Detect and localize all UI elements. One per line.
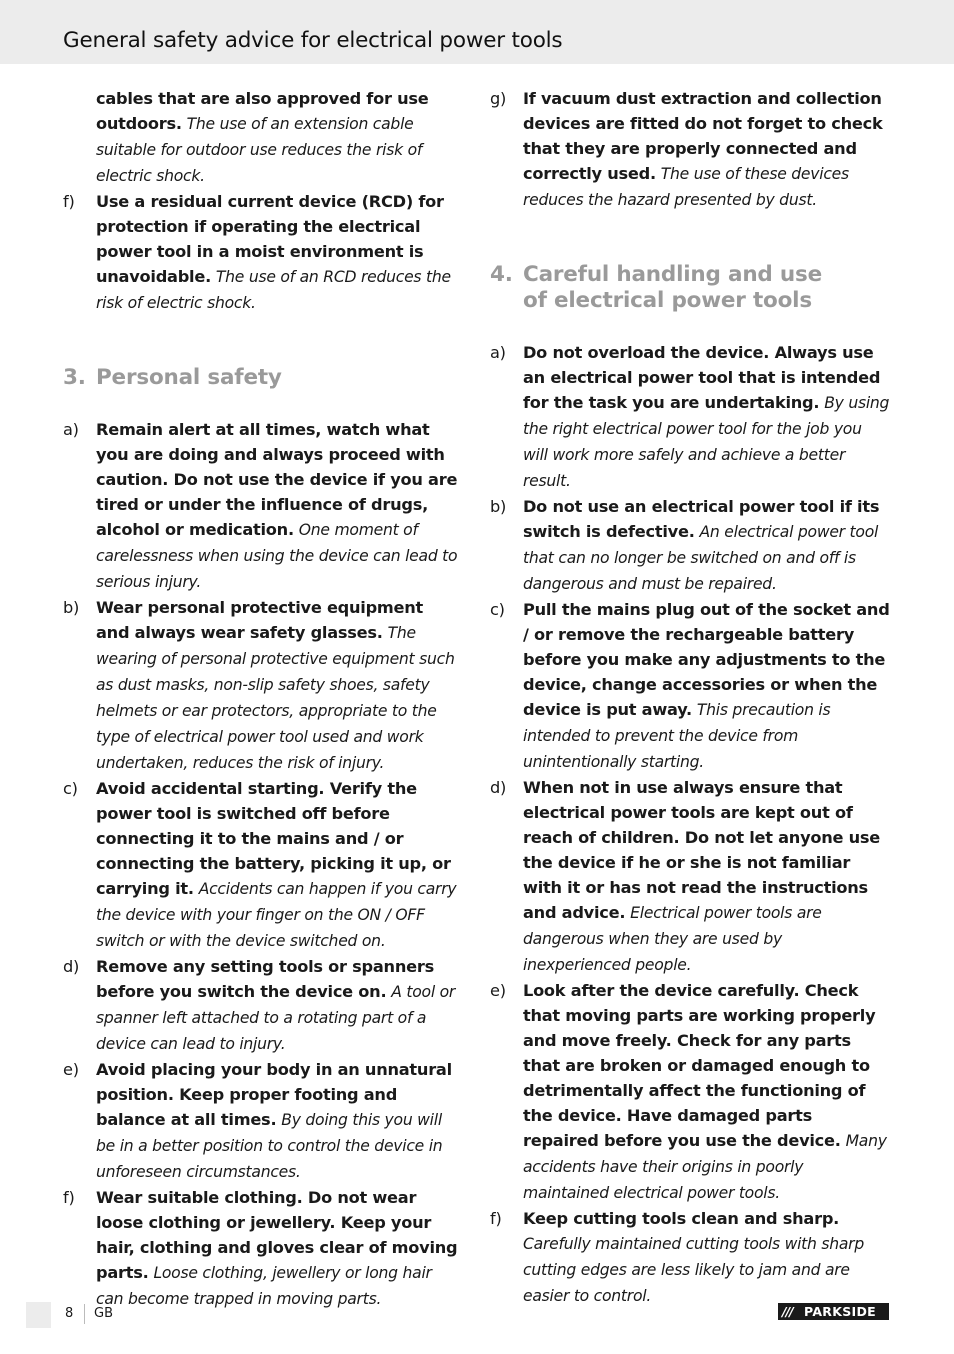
page-title: General safety advice for electrical power tools [63, 28, 563, 53]
section-title: Careful handling and use of electrical power tools [523, 262, 822, 313]
item-italic-text: Carefully maintained cutting tools with sharp cutting edges are less likely to jam and are easier to control. [523, 1235, 864, 1305]
item-italic-text: Electrical power tools are dangerous when they are used by inexperienced people. [523, 904, 822, 974]
item-bold-text: cables that are also approved for use outdoors. [96, 89, 429, 133]
item-label: f) [490, 1209, 502, 1228]
item-italic-text: The use of an RCD reduces the risk of electric shock. [96, 268, 451, 312]
item-label: d) [63, 957, 80, 976]
item-bold-text: Remain alert at all times, watch what you are doing and always proceed with caution. Do not use the device if you are tired or under the influence of drugs, alcohol or medication. [96, 420, 458, 539]
item-label: a) [490, 343, 506, 362]
item-bold-text: Avoid accidental starting. Verify the power tool is switched off before connecting it to the mains and / or connecting the battery, picking it up, or carrying it. [96, 779, 451, 898]
item-italic-text: An electrical power tool that can no longer be switched on and off is dangerous and must be repaired. [523, 523, 879, 593]
list-item [63, 1185, 459, 1312]
item-label: g) [490, 89, 507, 108]
page-header [0, 0, 954, 64]
item-bold-text: When not in use always ensure that electrical power tools are kept out of reach of children. Do not let anyone use the device if he or she is not familiar with it or has not read the instructions and advice. [523, 778, 881, 922]
brand-name: PARKSIDE [804, 1304, 876, 1319]
list-item [490, 1206, 890, 1309]
section-heading [63, 365, 459, 391]
item-bold-text: Wear suitable clothing. Do not wear loose clothing or jewellery. Keep your hair, clothing and gloves clear of moving parts. [96, 1188, 458, 1282]
list-item [63, 776, 459, 954]
item-bold-text: If vacuum dust extraction and collection devices are fitted do not forget to check that they are properly connected and correctly used. [523, 89, 883, 183]
list-item [490, 340, 890, 494]
item-bold-text: Avoid placing your body in an unnatural position. Keep proper footing and balance at all times. [96, 1060, 452, 1129]
item-italic-text: The use of an extension cable suitable for outdoor use reduces the risk of electric shock. [96, 115, 423, 185]
item-label: e) [490, 981, 506, 1000]
item-label: c) [63, 779, 78, 798]
list-item [63, 1057, 459, 1185]
item-label: b) [63, 598, 80, 617]
list-item [63, 86, 459, 189]
section-heading [490, 262, 823, 314]
item-italic-text: This precaution is intended to prevent the device from unintentionally starting. [523, 701, 831, 771]
item-label: f) [63, 192, 75, 211]
right-column [490, 86, 890, 1309]
item-bold-text: Remove any setting tools or spanners before you switch the device on. [96, 957, 434, 1001]
footer-marker [26, 1302, 51, 1328]
item-bold-text: Do not overload the device. Always use an electrical power tool that is intended for the task you are undertaking. [523, 343, 881, 412]
section-number: 3. [63, 365, 86, 390]
item-label: c) [490, 600, 505, 619]
list-item [63, 954, 459, 1057]
page-number: 8 [65, 1306, 74, 1321]
item-italic-text: Many accidents have their origins in poorly maintained electrical power tools. [523, 1132, 887, 1202]
list-item [63, 417, 459, 595]
list-item [490, 978, 890, 1206]
item-bold-text: Pull the mains plug out of the socket and / or remove the rechargeable battery before you make any adjustments to the device, change accessories or when the device is put away. [523, 600, 890, 719]
item-italic-text: Loose clothing, jewellery or long hair can become trapped in moving parts. [96, 1264, 432, 1308]
item-italic-text: The wearing of personal protective equipment such as dust masks, non-slip safety shoes, safety helmets or ear protectors, appropriate to the type of electrical power tool used and work undertaken, reduces the risk of injury. [96, 624, 455, 772]
item-label: a) [63, 420, 79, 439]
left-column [63, 86, 459, 1312]
language-code: GB [94, 1306, 113, 1321]
item-italic-text: By using the right electrical power tool for the job you will work more safely and achieve a better result. [523, 394, 890, 490]
section-number: 4. [490, 262, 513, 287]
list-item [490, 775, 890, 978]
list-item [490, 86, 890, 213]
item-label: d) [490, 778, 507, 797]
footer-divider [84, 1304, 85, 1324]
item-label: e) [63, 1060, 79, 1079]
list-item [63, 189, 459, 316]
item-bold-text: Use a residual current device (RCD) for protection if operating the electrical power tool in a moist environment is unavoidable. [96, 192, 444, 286]
parkside-logo [778, 1303, 889, 1320]
logo-stripes-icon: /// [782, 1304, 793, 1319]
item-italic-text: A tool or spanner left attached to a rotating part of a device can lead to injury. [96, 983, 456, 1053]
list-item [490, 494, 890, 597]
item-label: f) [63, 1188, 75, 1207]
item-italic-text: Accidents can happen if you carry the device with your finger on the ON / OFF switch or with the device switched on. [96, 880, 457, 950]
item-italic-text: By doing this you will be in a better position to control the device in unforeseen circumstances. [96, 1111, 443, 1181]
item-bold-text: Keep cutting tools clean and sharp. [523, 1209, 840, 1228]
section-title: Personal safety [96, 365, 282, 390]
item-bold-text: Look after the device carefully. Check that moving parts are working properly and move freely. Check for any parts that are broken or damaged enough to detrimentally affect the functioning of the device. Have damaged parts repaired before you use the device. [523, 981, 876, 1150]
list-item [490, 597, 890, 775]
item-bold-text: Do not use an electrical power tool if its switch is defective. [523, 497, 880, 541]
item-italic-text: The use of these devices reduces the hazard presented by dust. [523, 165, 849, 209]
item-bold-text: Wear personal protective equipment and always wear safety glasses. [96, 598, 424, 642]
item-label: b) [490, 497, 507, 516]
item-italic-text: One moment of carelessness when using the device can lead to serious injury. [96, 521, 458, 591]
list-item [63, 595, 459, 776]
